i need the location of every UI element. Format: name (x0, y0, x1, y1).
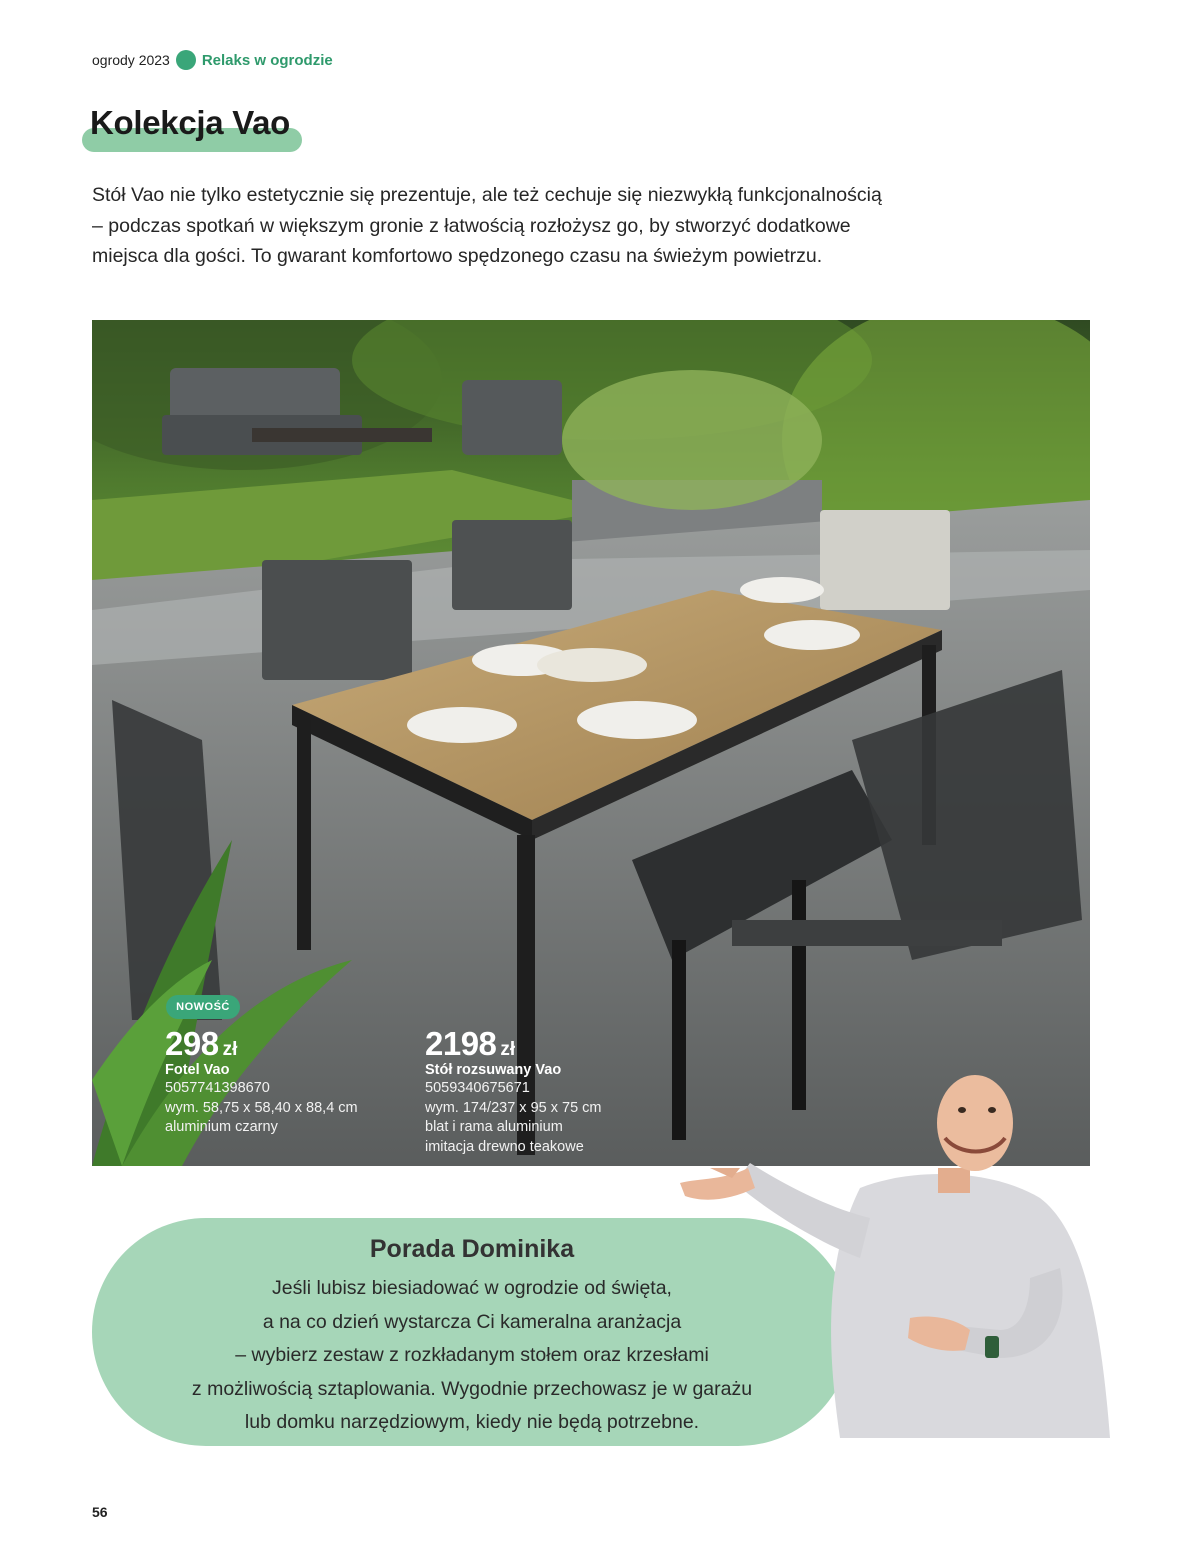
price-line (425, 1027, 602, 1061)
breadcrumb-year: ogrody 2023 (92, 52, 170, 68)
price-value: 298 (165, 1025, 219, 1062)
breadcrumb (92, 50, 333, 70)
tip-line: z możliwością sztaplowania. Wygodnie przechowasz je w garażu (191, 1377, 753, 1400)
tip-title: Porada Dominika (369, 1235, 575, 1263)
page-title: Kolekcja Vao (90, 104, 291, 141)
presenter-photo (670, 1068, 1120, 1453)
product-ean: 5057741398670 (165, 1080, 270, 1096)
intro-paragraph (92, 180, 1052, 272)
price-line (165, 1027, 358, 1061)
price-value: 2198 (425, 1025, 497, 1062)
section-dot-icon (176, 50, 196, 70)
product-armchair (165, 1027, 358, 1138)
intro-line: miejsca dla gości. To gwarant komfortowo spędzonego czasu na świeżym powietrzu. (92, 245, 823, 267)
intro-line: Stół Vao nie tylko estetycznie się prezentuje, ale też cechuje się niezwykłą funkcjonalnością (92, 184, 882, 206)
intro-line: – podczas spotkań w większym gronie z łatwością rozłożysz go, by stworzyć dodatkowe (92, 214, 851, 237)
breadcrumb-section: Relaks w ogrodzie (201, 51, 333, 69)
presenter-illustration (670, 1068, 1120, 1448)
price-currency: zł (500, 1039, 516, 1060)
product-material: blat i rama aluminium (425, 1119, 563, 1135)
product-name: Fotel Vao (165, 1062, 230, 1078)
page-number: 56 (92, 1504, 108, 1520)
product-ean: 5059340675671 (425, 1080, 530, 1096)
tip-line: a na co dzień wystarcza Ci kameralna aranżacja (262, 1310, 682, 1333)
product-table (425, 1027, 602, 1157)
title-block (82, 100, 304, 156)
price-currency: zł (222, 1039, 238, 1060)
tip-line: lub domku narzędziowym, kiedy nie będą potrzebne. (244, 1411, 700, 1433)
product-dimensions: wym. 58,75 x 58,40 x 88,4 cm (165, 1099, 358, 1116)
product-material: aluminium czarny (165, 1119, 278, 1135)
product-material: imitacja drewno teakowe (425, 1138, 584, 1155)
new-badge: NOWOŚĆ (166, 995, 240, 1019)
tip-line: Jeśli lubisz biesiadować w ogrodzie od święta, (272, 1277, 672, 1299)
product-name: Stół rozsuwany Vao (425, 1062, 562, 1078)
tip-line: – wybierz zestaw z rozkładanym stołem oraz krzesłami (235, 1344, 709, 1366)
product-dimensions: wym. 174/237 x 95 x 75 cm (425, 1099, 602, 1116)
